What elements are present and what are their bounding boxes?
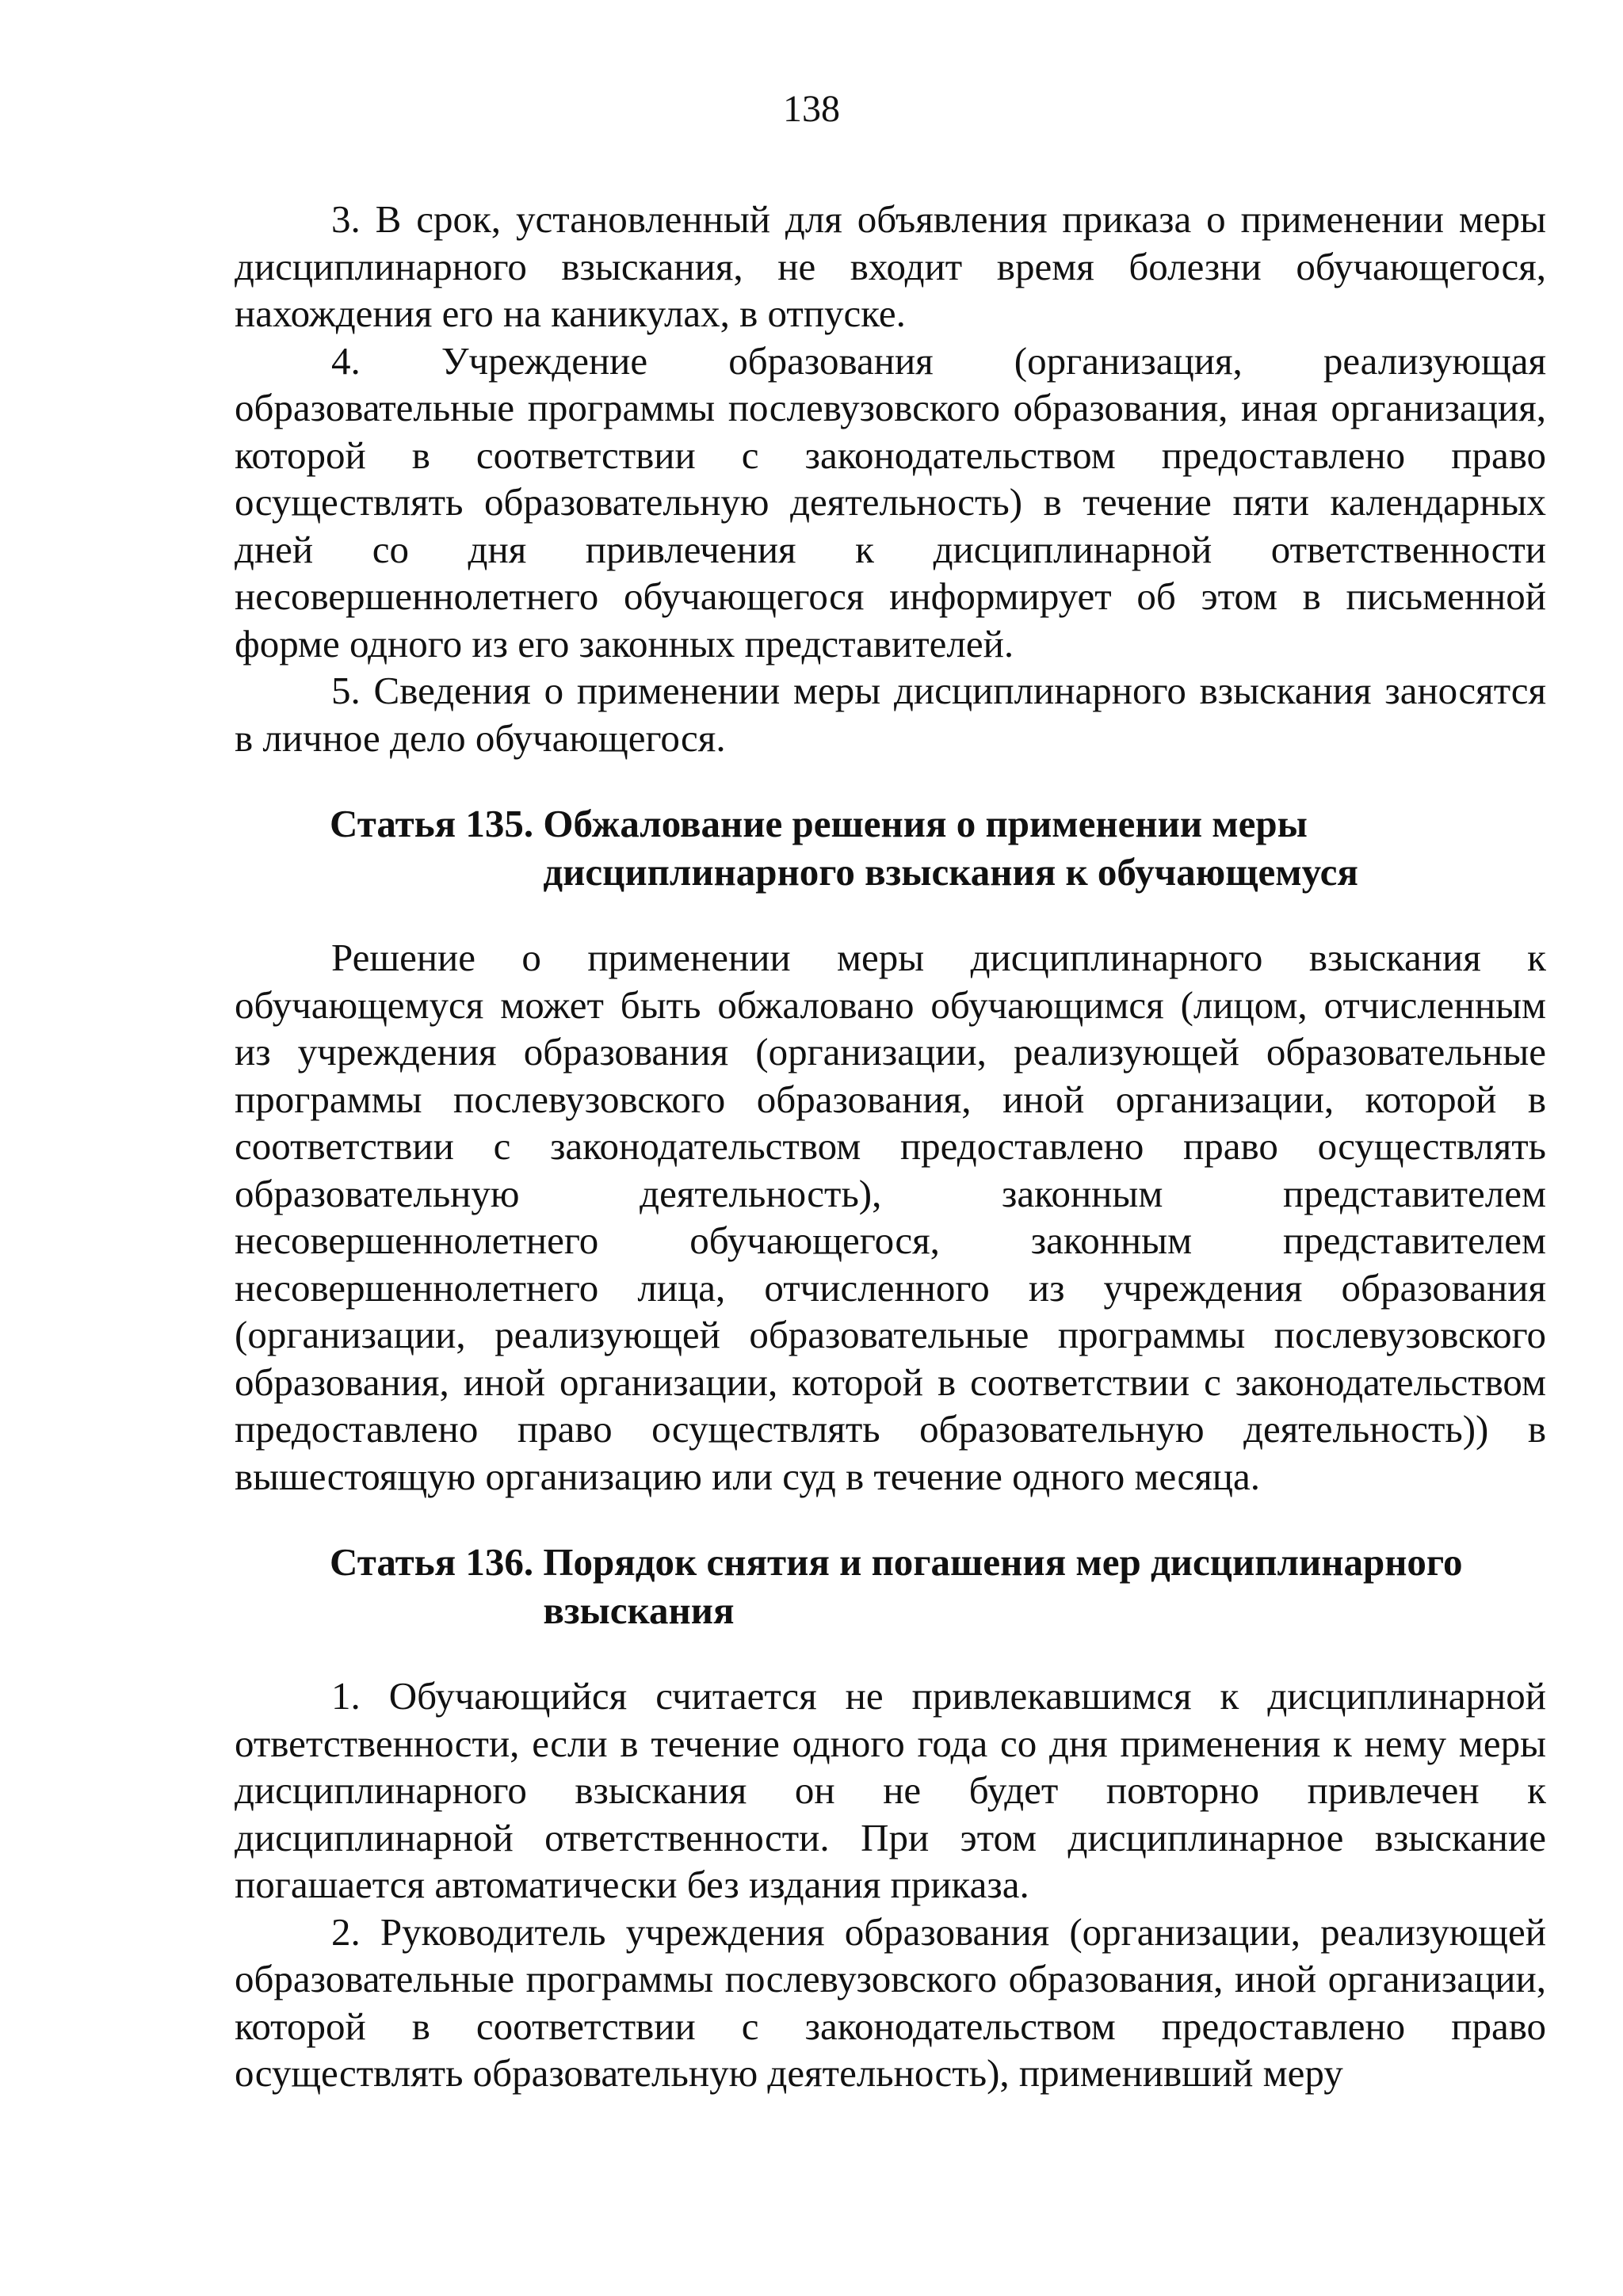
article-136-paragraph-1: 1. Обучающийся считается не привлекавшимся к дисциплинарной ответственности, если в течение одного года со дня применения к нему меры дисциплинарного взыскания он не будет повторно привлечен к дисциплинарной ответственности. При этом дисциплинарное взыскание погашается автоматически без издания приказа.	[235, 1674, 1546, 1906]
paragraph-item-5: 5. Сведения о применении меры дисциплинарного взыскания заносятся в личное дело обучающегося.	[235, 669, 1546, 760]
article-135-heading	[235, 799, 1546, 896]
article-136-label: Статья 136.	[330, 1540, 544, 1584]
article-135-label: Статья 135.	[330, 802, 544, 845]
page-body	[235, 196, 1546, 2097]
article-135-title: Обжалование решения о применении меры дисциплинарного взыскания к обучающемуся	[543, 802, 1358, 894]
article-136-title: Порядок снятия и погашения мер дисциплинарного взыскания	[543, 1540, 1463, 1632]
page-number: 138	[783, 88, 840, 130]
article-135-paragraph: Решение о применении меры дисциплинарного взыскания к обучающемуся может быть обжаловано обучающимся (лицом, отчисленным из учреждения образования (организации, реализующей образовательные программы послевузовского образования, иной организации, которой в соответствии с законодательством предоставлено право осуществлять образовательную деятельность), законным представителем несовершеннолетнего обучающегося, законным представителем несовершеннолетнего лица, отчисленного из учреждения образования (организации, реализующей образовательные программы послевузовского образования, иной организации, которой в соответствии с законодательством предоставлено право осуществлять образовательную деятельность)) в вышестоящую организацию или суд в течение одного месяца.	[235, 936, 1546, 1498]
article-136-heading	[235, 1538, 1546, 1634]
paragraph-item-3: 3. В срок, установленный для объявления приказа о применении меры дисциплинарного взыскания, не входит время болезни обучающегося, нахождения его на каникулах, в отпуске.	[235, 197, 1546, 335]
article-136-paragraph-2: 2. Руководитель учреждения образования (организации, реализующей образовательные программы послевузовского образования, иной организации, которой в соответствии с законодательством предоставлено право осуществлять образовательную деятельность), применивший меру	[235, 1909, 1546, 2095]
paragraph-item-4: 4. Учреждение образования (организация, реализующая образовательные программы послевузовского образования, иная организация, которой в соответствии с законодательством предоставлено право осуществлять образовательную деятельность) в течение пяти календарных дней со дня привлечения к дисциплинарной ответственности несовершеннолетнего обучающегося информирует об этом в письменной форме одного из его законных представителей.	[235, 338, 1546, 666]
